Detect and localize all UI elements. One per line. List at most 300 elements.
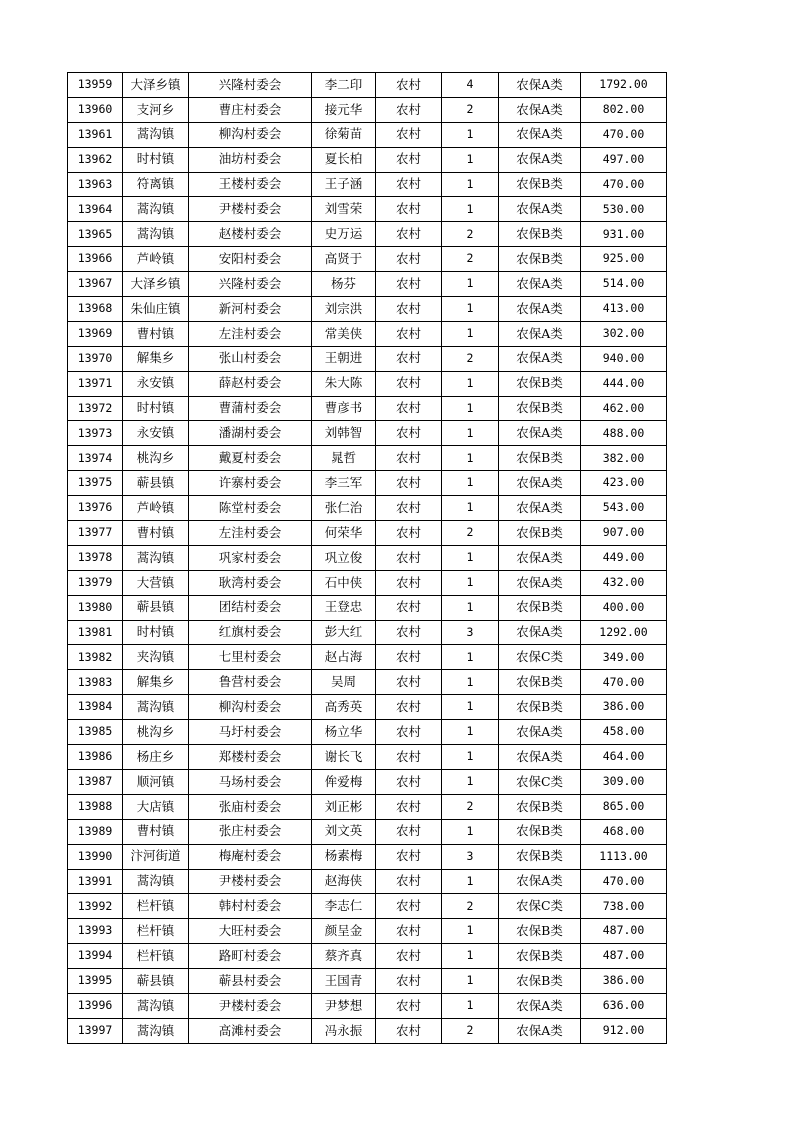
cell-village: 柳沟村委会 bbox=[189, 695, 312, 720]
cell-town: 顺河镇 bbox=[123, 769, 189, 794]
cell-class: 农保A类 bbox=[499, 122, 581, 147]
cell-name: 张仁治 bbox=[312, 496, 376, 521]
cell-class: 农保A类 bbox=[499, 1018, 581, 1043]
table-row bbox=[68, 272, 667, 297]
cell-class: 农保A类 bbox=[499, 297, 581, 322]
cell-amount: 636.00 bbox=[581, 993, 667, 1018]
cell-village: 张庄村委会 bbox=[189, 819, 312, 844]
cell-class: 农保B类 bbox=[499, 247, 581, 272]
table-row bbox=[68, 769, 667, 794]
cell-town: 蒿沟镇 bbox=[123, 993, 189, 1018]
cell-village: 曹蒲村委会 bbox=[189, 396, 312, 421]
cell-village: 韩村村委会 bbox=[189, 894, 312, 919]
cell-count: 1 bbox=[442, 446, 499, 471]
cell-town: 栏杆镇 bbox=[123, 944, 189, 969]
table-row bbox=[68, 321, 667, 346]
cell-count: 1 bbox=[442, 919, 499, 944]
cell-id: 13979 bbox=[68, 570, 123, 595]
cell-area: 农村 bbox=[376, 1018, 442, 1043]
cell-class: 农保C类 bbox=[499, 769, 581, 794]
cell-name: 石中侠 bbox=[312, 570, 376, 595]
cell-id: 13992 bbox=[68, 894, 123, 919]
table-row bbox=[68, 421, 667, 446]
cell-area: 农村 bbox=[376, 496, 442, 521]
cell-area: 农村 bbox=[376, 396, 442, 421]
cell-town: 蒿沟镇 bbox=[123, 695, 189, 720]
cell-class: 农保C类 bbox=[499, 894, 581, 919]
cell-area: 农村 bbox=[376, 969, 442, 994]
cell-area: 农村 bbox=[376, 197, 442, 222]
cell-class: 农保A类 bbox=[499, 496, 581, 521]
table-row bbox=[68, 371, 667, 396]
cell-id: 13997 bbox=[68, 1018, 123, 1043]
cell-amount: 488.00 bbox=[581, 421, 667, 446]
cell-area: 农村 bbox=[376, 97, 442, 122]
table-row bbox=[68, 396, 667, 421]
cell-class: 农保B类 bbox=[499, 919, 581, 944]
cell-id: 13966 bbox=[68, 247, 123, 272]
cell-class: 农保B类 bbox=[499, 695, 581, 720]
cell-village: 王楼村委会 bbox=[189, 172, 312, 197]
cell-name: 徐菊苗 bbox=[312, 122, 376, 147]
cell-class: 农保B类 bbox=[499, 944, 581, 969]
cell-name: 杨立华 bbox=[312, 720, 376, 745]
cell-name: 高秀英 bbox=[312, 695, 376, 720]
cell-area: 农村 bbox=[376, 570, 442, 595]
cell-village: 尹楼村委会 bbox=[189, 993, 312, 1018]
cell-count: 3 bbox=[442, 844, 499, 869]
cell-id: 13987 bbox=[68, 769, 123, 794]
table-row bbox=[68, 521, 667, 546]
cell-village: 梅庵村委会 bbox=[189, 844, 312, 869]
cell-name: 蔡齐真 bbox=[312, 944, 376, 969]
cell-count: 1 bbox=[442, 869, 499, 894]
cell-area: 农村 bbox=[376, 521, 442, 546]
cell-class: 农保A类 bbox=[499, 570, 581, 595]
cell-town: 时村镇 bbox=[123, 396, 189, 421]
cell-class: 农保A类 bbox=[499, 97, 581, 122]
cell-village: 柳沟村委会 bbox=[189, 122, 312, 147]
table-row bbox=[68, 471, 667, 496]
cell-id: 13985 bbox=[68, 720, 123, 745]
cell-amount: 462.00 bbox=[581, 396, 667, 421]
table-row bbox=[68, 570, 667, 595]
cell-area: 农村 bbox=[376, 346, 442, 371]
cell-area: 农村 bbox=[376, 620, 442, 645]
cell-id: 13971 bbox=[68, 371, 123, 396]
cell-id: 13973 bbox=[68, 421, 123, 446]
cell-town: 蕲县镇 bbox=[123, 969, 189, 994]
table-body bbox=[68, 73, 667, 1044]
table-row bbox=[68, 645, 667, 670]
cell-village: 巩家村委会 bbox=[189, 545, 312, 570]
cell-count: 2 bbox=[442, 1018, 499, 1043]
cell-town: 解集乡 bbox=[123, 346, 189, 371]
cell-town: 时村镇 bbox=[123, 620, 189, 645]
cell-amount: 386.00 bbox=[581, 969, 667, 994]
cell-class: 农保A类 bbox=[499, 720, 581, 745]
cell-town: 芦岭镇 bbox=[123, 247, 189, 272]
cell-amount: 1113.00 bbox=[581, 844, 667, 869]
cell-name: 王朝进 bbox=[312, 346, 376, 371]
cell-count: 2 bbox=[442, 521, 499, 546]
cell-class: 农保B类 bbox=[499, 371, 581, 396]
cell-village: 油坊村委会 bbox=[189, 147, 312, 172]
cell-id: 13991 bbox=[68, 869, 123, 894]
cell-class: 农保A类 bbox=[499, 745, 581, 770]
cell-amount: 464.00 bbox=[581, 745, 667, 770]
table-row bbox=[68, 745, 667, 770]
cell-count: 2 bbox=[442, 794, 499, 819]
cell-amount: 940.00 bbox=[581, 346, 667, 371]
cell-area: 农村 bbox=[376, 670, 442, 695]
cell-area: 农村 bbox=[376, 745, 442, 770]
cell-village: 团结村委会 bbox=[189, 595, 312, 620]
cell-id: 13982 bbox=[68, 645, 123, 670]
cell-class: 农保A类 bbox=[499, 147, 581, 172]
cell-amount: 470.00 bbox=[581, 172, 667, 197]
cell-town: 蕲县镇 bbox=[123, 595, 189, 620]
cell-count: 1 bbox=[442, 670, 499, 695]
table-row bbox=[68, 73, 667, 98]
cell-amount: 349.00 bbox=[581, 645, 667, 670]
cell-class: 农保B类 bbox=[499, 446, 581, 471]
cell-amount: 925.00 bbox=[581, 247, 667, 272]
table-row bbox=[68, 147, 667, 172]
cell-amount: 458.00 bbox=[581, 720, 667, 745]
cell-town: 蒿沟镇 bbox=[123, 122, 189, 147]
cell-id: 13989 bbox=[68, 819, 123, 844]
cell-class: 农保B类 bbox=[499, 172, 581, 197]
cell-count: 1 bbox=[442, 745, 499, 770]
cell-name: 彭大红 bbox=[312, 620, 376, 645]
cell-name: 刘文英 bbox=[312, 819, 376, 844]
cell-amount: 432.00 bbox=[581, 570, 667, 595]
cell-village: 赵楼村委会 bbox=[189, 222, 312, 247]
cell-count: 1 bbox=[442, 197, 499, 222]
cell-village: 曹庄村委会 bbox=[189, 97, 312, 122]
cell-count: 4 bbox=[442, 73, 499, 98]
table-row bbox=[68, 794, 667, 819]
table-row bbox=[68, 844, 667, 869]
cell-amount: 931.00 bbox=[581, 222, 667, 247]
cell-village: 尹楼村委会 bbox=[189, 197, 312, 222]
cell-name: 晁哲 bbox=[312, 446, 376, 471]
cell-village: 马场村委会 bbox=[189, 769, 312, 794]
cell-id: 13969 bbox=[68, 321, 123, 346]
cell-name: 何荣华 bbox=[312, 521, 376, 546]
cell-town: 大店镇 bbox=[123, 794, 189, 819]
cell-town: 支河乡 bbox=[123, 97, 189, 122]
cell-town: 曹村镇 bbox=[123, 521, 189, 546]
cell-class: 农保A类 bbox=[499, 272, 581, 297]
cell-class: 农保A类 bbox=[499, 869, 581, 894]
cell-name: 颜呈金 bbox=[312, 919, 376, 944]
cell-class: 农保B类 bbox=[499, 819, 581, 844]
cell-area: 农村 bbox=[376, 222, 442, 247]
cell-town: 解集乡 bbox=[123, 670, 189, 695]
cell-amount: 1792.00 bbox=[581, 73, 667, 98]
cell-area: 农村 bbox=[376, 645, 442, 670]
cell-class: 农保B类 bbox=[499, 969, 581, 994]
table-row bbox=[68, 446, 667, 471]
cell-town: 大营镇 bbox=[123, 570, 189, 595]
cell-count: 1 bbox=[442, 396, 499, 421]
cell-village: 左洼村委会 bbox=[189, 521, 312, 546]
cell-name: 巩立俊 bbox=[312, 545, 376, 570]
cell-id: 13962 bbox=[68, 147, 123, 172]
cell-village: 左洼村委会 bbox=[189, 321, 312, 346]
cell-village: 张庙村委会 bbox=[189, 794, 312, 819]
cell-name: 王国青 bbox=[312, 969, 376, 994]
cell-name: 吴周 bbox=[312, 670, 376, 695]
cell-amount: 386.00 bbox=[581, 695, 667, 720]
cell-area: 农村 bbox=[376, 73, 442, 98]
cell-area: 农村 bbox=[376, 695, 442, 720]
cell-amount: 400.00 bbox=[581, 595, 667, 620]
cell-village: 陈堂村委会 bbox=[189, 496, 312, 521]
cell-town: 永安镇 bbox=[123, 371, 189, 396]
cell-town: 朱仙庄镇 bbox=[123, 297, 189, 322]
cell-area: 农村 bbox=[376, 720, 442, 745]
cell-count: 1 bbox=[442, 147, 499, 172]
cell-class: 农保B类 bbox=[499, 396, 581, 421]
cell-class: 农保B类 bbox=[499, 222, 581, 247]
cell-amount: 487.00 bbox=[581, 919, 667, 944]
cell-village: 安阳村委会 bbox=[189, 247, 312, 272]
cell-name: 侔爱梅 bbox=[312, 769, 376, 794]
cell-name: 李二印 bbox=[312, 73, 376, 98]
cell-count: 1 bbox=[442, 297, 499, 322]
table-row bbox=[68, 595, 667, 620]
cell-area: 农村 bbox=[376, 297, 442, 322]
cell-amount: 907.00 bbox=[581, 521, 667, 546]
cell-name: 刘韩智 bbox=[312, 421, 376, 446]
cell-count: 1 bbox=[442, 471, 499, 496]
cell-area: 农村 bbox=[376, 147, 442, 172]
cell-area: 农村 bbox=[376, 819, 442, 844]
cell-count: 2 bbox=[442, 247, 499, 272]
cell-amount: 444.00 bbox=[581, 371, 667, 396]
cell-area: 农村 bbox=[376, 545, 442, 570]
cell-town: 永安镇 bbox=[123, 421, 189, 446]
cell-count: 1 bbox=[442, 122, 499, 147]
cell-id: 13964 bbox=[68, 197, 123, 222]
cell-town: 时村镇 bbox=[123, 147, 189, 172]
cell-town: 栏杆镇 bbox=[123, 919, 189, 944]
cell-name: 高贤于 bbox=[312, 247, 376, 272]
cell-count: 1 bbox=[442, 969, 499, 994]
cell-area: 农村 bbox=[376, 272, 442, 297]
cell-amount: 487.00 bbox=[581, 944, 667, 969]
cell-name: 杨芬 bbox=[312, 272, 376, 297]
cell-count: 2 bbox=[442, 97, 499, 122]
cell-town: 符离镇 bbox=[123, 172, 189, 197]
table-row bbox=[68, 222, 667, 247]
cell-amount: 309.00 bbox=[581, 769, 667, 794]
cell-count: 1 bbox=[442, 371, 499, 396]
table-row bbox=[68, 122, 667, 147]
cell-name: 谢长飞 bbox=[312, 745, 376, 770]
cell-id: 13963 bbox=[68, 172, 123, 197]
cell-count: 3 bbox=[442, 620, 499, 645]
cell-id: 13986 bbox=[68, 745, 123, 770]
table-row bbox=[68, 496, 667, 521]
cell-area: 农村 bbox=[376, 122, 442, 147]
cell-area: 农村 bbox=[376, 993, 442, 1018]
cell-count: 1 bbox=[442, 645, 499, 670]
cell-class: 农保A类 bbox=[499, 321, 581, 346]
table-row bbox=[68, 620, 667, 645]
cell-town: 大泽乡镇 bbox=[123, 73, 189, 98]
cell-area: 农村 bbox=[376, 944, 442, 969]
table-row bbox=[68, 695, 667, 720]
cell-name: 赵占海 bbox=[312, 645, 376, 670]
cell-amount: 468.00 bbox=[581, 819, 667, 844]
cell-name: 刘正彬 bbox=[312, 794, 376, 819]
cell-town: 蒿沟镇 bbox=[123, 1018, 189, 1043]
cell-name: 李三军 bbox=[312, 471, 376, 496]
cell-class: 农保A类 bbox=[499, 421, 581, 446]
cell-count: 1 bbox=[442, 720, 499, 745]
table-row bbox=[68, 670, 667, 695]
cell-name: 王登忠 bbox=[312, 595, 376, 620]
cell-amount: 738.00 bbox=[581, 894, 667, 919]
table-row bbox=[68, 894, 667, 919]
table-row bbox=[68, 247, 667, 272]
cell-id: 13988 bbox=[68, 794, 123, 819]
cell-amount: 449.00 bbox=[581, 545, 667, 570]
cell-count: 1 bbox=[442, 695, 499, 720]
cell-name: 刘雪荣 bbox=[312, 197, 376, 222]
cell-id: 13974 bbox=[68, 446, 123, 471]
cell-area: 农村 bbox=[376, 247, 442, 272]
cell-amount: 470.00 bbox=[581, 122, 667, 147]
cell-village: 郑楼村委会 bbox=[189, 745, 312, 770]
cell-class: 农保C类 bbox=[499, 645, 581, 670]
table-row bbox=[68, 1018, 667, 1043]
cell-village: 七里村委会 bbox=[189, 645, 312, 670]
cell-amount: 543.00 bbox=[581, 496, 667, 521]
cell-amount: 497.00 bbox=[581, 147, 667, 172]
cell-village: 耿湾村委会 bbox=[189, 570, 312, 595]
cell-village: 大旺村委会 bbox=[189, 919, 312, 944]
cell-area: 农村 bbox=[376, 919, 442, 944]
cell-area: 农村 bbox=[376, 869, 442, 894]
cell-class: 农保A类 bbox=[499, 620, 581, 645]
cell-area: 农村 bbox=[376, 595, 442, 620]
table-row bbox=[68, 869, 667, 894]
cell-amount: 802.00 bbox=[581, 97, 667, 122]
cell-name: 李志仁 bbox=[312, 894, 376, 919]
cell-area: 农村 bbox=[376, 471, 442, 496]
cell-area: 农村 bbox=[376, 421, 442, 446]
cell-class: 农保A类 bbox=[499, 993, 581, 1018]
table-row bbox=[68, 993, 667, 1018]
cell-town: 大泽乡镇 bbox=[123, 272, 189, 297]
cell-name: 冯永振 bbox=[312, 1018, 376, 1043]
cell-amount: 470.00 bbox=[581, 670, 667, 695]
cell-id: 13978 bbox=[68, 545, 123, 570]
cell-id: 13960 bbox=[68, 97, 123, 122]
cell-town: 杨庄乡 bbox=[123, 745, 189, 770]
cell-village: 鲁营村委会 bbox=[189, 670, 312, 695]
table-row bbox=[68, 172, 667, 197]
cell-class: 农保A类 bbox=[499, 545, 581, 570]
cell-count: 1 bbox=[442, 944, 499, 969]
cell-class: 农保B类 bbox=[499, 521, 581, 546]
cell-class: 农保A类 bbox=[499, 73, 581, 98]
cell-village: 新河村委会 bbox=[189, 297, 312, 322]
cell-area: 农村 bbox=[376, 172, 442, 197]
cell-village: 路町村委会 bbox=[189, 944, 312, 969]
cell-id: 13984 bbox=[68, 695, 123, 720]
cell-town: 蒿沟镇 bbox=[123, 545, 189, 570]
table-row bbox=[68, 944, 667, 969]
cell-town: 曹村镇 bbox=[123, 819, 189, 844]
cell-area: 农村 bbox=[376, 794, 442, 819]
table-row bbox=[68, 919, 667, 944]
cell-amount: 302.00 bbox=[581, 321, 667, 346]
cell-village: 蕲县村委会 bbox=[189, 969, 312, 994]
cell-name: 常美侠 bbox=[312, 321, 376, 346]
cell-id: 13968 bbox=[68, 297, 123, 322]
cell-town: 汴河街道 bbox=[123, 844, 189, 869]
cell-amount: 1292.00 bbox=[581, 620, 667, 645]
cell-amount: 865.00 bbox=[581, 794, 667, 819]
table-row bbox=[68, 197, 667, 222]
cell-town: 芦岭镇 bbox=[123, 496, 189, 521]
cell-id: 13975 bbox=[68, 471, 123, 496]
cell-town: 栏杆镇 bbox=[123, 894, 189, 919]
cell-town: 蒿沟镇 bbox=[123, 222, 189, 247]
cell-area: 农村 bbox=[376, 371, 442, 396]
cell-amount: 912.00 bbox=[581, 1018, 667, 1043]
cell-name: 接元华 bbox=[312, 97, 376, 122]
cell-class: 农保B类 bbox=[499, 670, 581, 695]
cell-id: 13977 bbox=[68, 521, 123, 546]
cell-area: 农村 bbox=[376, 446, 442, 471]
table-row bbox=[68, 97, 667, 122]
cell-id: 13980 bbox=[68, 595, 123, 620]
cell-count: 1 bbox=[442, 570, 499, 595]
cell-amount: 514.00 bbox=[581, 272, 667, 297]
cell-town: 曹村镇 bbox=[123, 321, 189, 346]
cell-count: 2 bbox=[442, 346, 499, 371]
cell-area: 农村 bbox=[376, 321, 442, 346]
cell-name: 史万运 bbox=[312, 222, 376, 247]
cell-count: 1 bbox=[442, 545, 499, 570]
table-row bbox=[68, 346, 667, 371]
cell-village: 张山村委会 bbox=[189, 346, 312, 371]
cell-amount: 530.00 bbox=[581, 197, 667, 222]
cell-village: 兴隆村委会 bbox=[189, 73, 312, 98]
cell-id: 13961 bbox=[68, 122, 123, 147]
cell-count: 1 bbox=[442, 819, 499, 844]
cell-id: 13983 bbox=[68, 670, 123, 695]
data-table bbox=[67, 72, 667, 1044]
cell-count: 1 bbox=[442, 769, 499, 794]
cell-name: 杨素梅 bbox=[312, 844, 376, 869]
cell-id: 13959 bbox=[68, 73, 123, 98]
table-row bbox=[68, 297, 667, 322]
cell-name: 曹彦书 bbox=[312, 396, 376, 421]
cell-village: 高滩村委会 bbox=[189, 1018, 312, 1043]
table-row bbox=[68, 545, 667, 570]
cell-id: 13972 bbox=[68, 396, 123, 421]
cell-count: 1 bbox=[442, 172, 499, 197]
cell-name: 赵海侠 bbox=[312, 869, 376, 894]
